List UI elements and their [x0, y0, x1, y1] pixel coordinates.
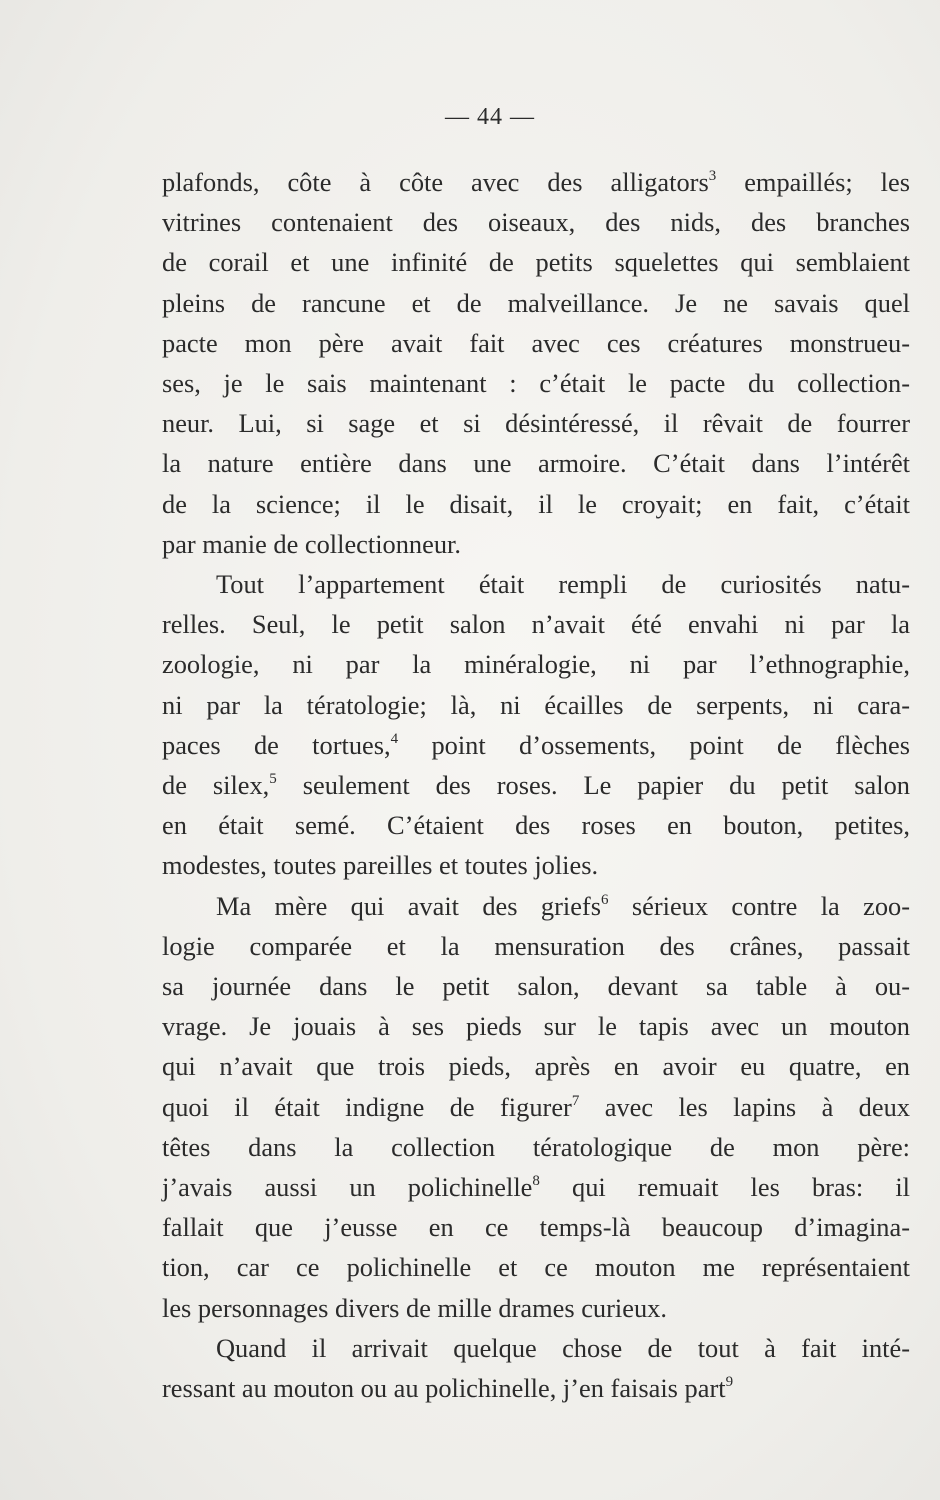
text-line — [162, 363, 910, 403]
text-line — [162, 725, 910, 765]
text-line — [162, 283, 910, 323]
text-segment: en était semé. C’étaient des roses en bouton, petites, — [162, 810, 910, 841]
text-line — [162, 162, 910, 202]
text-segment: sérieux contre la zoo- — [608, 890, 910, 921]
footnote-marker: 4 — [390, 730, 399, 747]
text-line — [162, 1167, 910, 1207]
text-segment: pleins de rancune et de malveillance. Je ne savais quel — [162, 287, 910, 318]
text-line — [162, 403, 910, 443]
text-segment: plafonds, côte à côte avec des alligators — [162, 167, 709, 197]
paragraph — [162, 1328, 910, 1408]
body-text — [162, 162, 910, 1408]
text-segment: sa journée dans le petit salon, devant sa table à ou- — [162, 971, 910, 1002]
footnote-marker: 8 — [532, 1173, 540, 1190]
paragraph — [162, 886, 910, 1328]
text-line — [162, 966, 910, 1006]
footnote-marker: 7 — [571, 1092, 580, 1109]
text-segment: logie comparée et la mensuration des crânes, passait — [162, 930, 910, 961]
text-segment: de corail et une infinité de petits squelettes qui semblaient — [162, 247, 910, 278]
page-number: — 44 — — [445, 104, 535, 130]
text-line — [162, 604, 910, 644]
text-line — [162, 1006, 910, 1046]
text-segment: j’avais aussi un polichinelle — [162, 1172, 533, 1203]
paragraph — [162, 564, 910, 886]
text-line — [162, 242, 910, 282]
text-line — [162, 1288, 910, 1328]
paragraph — [162, 162, 910, 564]
text-segment: quoi il était indigne de figurer — [162, 1091, 572, 1122]
text-segment: de silex, — [162, 770, 270, 801]
text-segment: Quand il arrivait quelque chose de tout à fait inté- — [216, 1332, 910, 1363]
footnote-marker: 6 — [600, 891, 609, 908]
text-line — [162, 202, 910, 242]
text-segment: avec les lapins à deux — [579, 1091, 910, 1122]
text-segment: neur. Lui, si sage et si désintéressé, il rêvait de fourrer — [162, 408, 910, 439]
text-segment: vrage. Je jouais à ses pieds sur le tapis avec un mouton — [162, 1011, 910, 1042]
text-segment: ses, je le sais maintenant : c’était le pacte du collection- — [162, 368, 910, 399]
text-segment: ressant au mouton ou au polichinelle, j’en faisais part — [162, 1373, 726, 1404]
text-segment: la nature entière dans une armoire. C’était dans l’intérêt — [162, 448, 910, 479]
text-segment: zoologie, ni par la minéralogie, ni par l’ethnographie, — [162, 649, 910, 680]
text-line — [162, 1087, 910, 1127]
text-line — [162, 564, 910, 604]
text-segment: Tout l’appartement était rempli de curiosités natu- — [216, 569, 910, 600]
text-segment: fallait que j’eusse en ce temps-là beaucoup d’imagina- — [162, 1212, 910, 1243]
text-segment: par manie de collectionneur. — [162, 528, 461, 559]
text-segment: seulement des roses. Le papier du petit salon — [276, 770, 910, 801]
text-segment: pacte mon père avait fait avec ces créatures monstrueu- — [162, 327, 910, 358]
text-segment: modestes, toutes pareilles et toutes jolies. — [162, 850, 599, 881]
footnote-marker: 5 — [269, 771, 277, 788]
text-segment: têtes dans la collection tératologique de mon père: — [162, 1131, 910, 1162]
text-line — [162, 1328, 910, 1368]
text-line — [162, 524, 910, 564]
text-segment: ni par la tératologie; là, ni écailles de serpents, ni cara- — [162, 689, 910, 720]
text-line — [162, 765, 910, 805]
text-line — [162, 1368, 910, 1408]
text-line — [162, 1247, 910, 1287]
text-line — [162, 644, 910, 684]
text-line — [162, 484, 910, 524]
text-line — [162, 685, 910, 725]
text-segment: paces de tortues, — [162, 729, 391, 760]
text-line — [162, 805, 910, 845]
text-segment: qui n’avait que trois pieds, après en avoir eu quatre, en — [162, 1051, 910, 1082]
text-segment: les personnages divers de mille drames curieux. — [162, 1292, 667, 1323]
text-line — [162, 845, 910, 885]
text-segment: tion, car ce polichinelle et ce mouton me représentaient — [162, 1252, 910, 1283]
text-line — [162, 926, 910, 966]
footnote-marker: 9 — [725, 1374, 734, 1391]
text-segment: qui remuait les bras: il — [539, 1172, 910, 1203]
footnote-marker: 3 — [708, 168, 717, 184]
text-line — [162, 1207, 910, 1247]
text-line — [162, 323, 910, 363]
text-line — [162, 886, 910, 926]
text-line — [162, 443, 910, 483]
text-segment: de la science; il le disait, il le croyait; en fait, c’était — [162, 488, 910, 519]
text-segment: point d’ossements, point de flèches — [398, 729, 910, 760]
text-line — [162, 1046, 910, 1086]
text-line — [162, 1127, 910, 1167]
text-segment: Ma mère qui avait des griefs — [216, 890, 601, 921]
text-segment: empaillés; les — [716, 167, 910, 197]
text-segment: vitrines contenaient des oiseaux, des nids, des branches — [162, 207, 910, 238]
text-segment: relles. Seul, le petit salon n’avait été envahi ni par la — [162, 609, 910, 640]
